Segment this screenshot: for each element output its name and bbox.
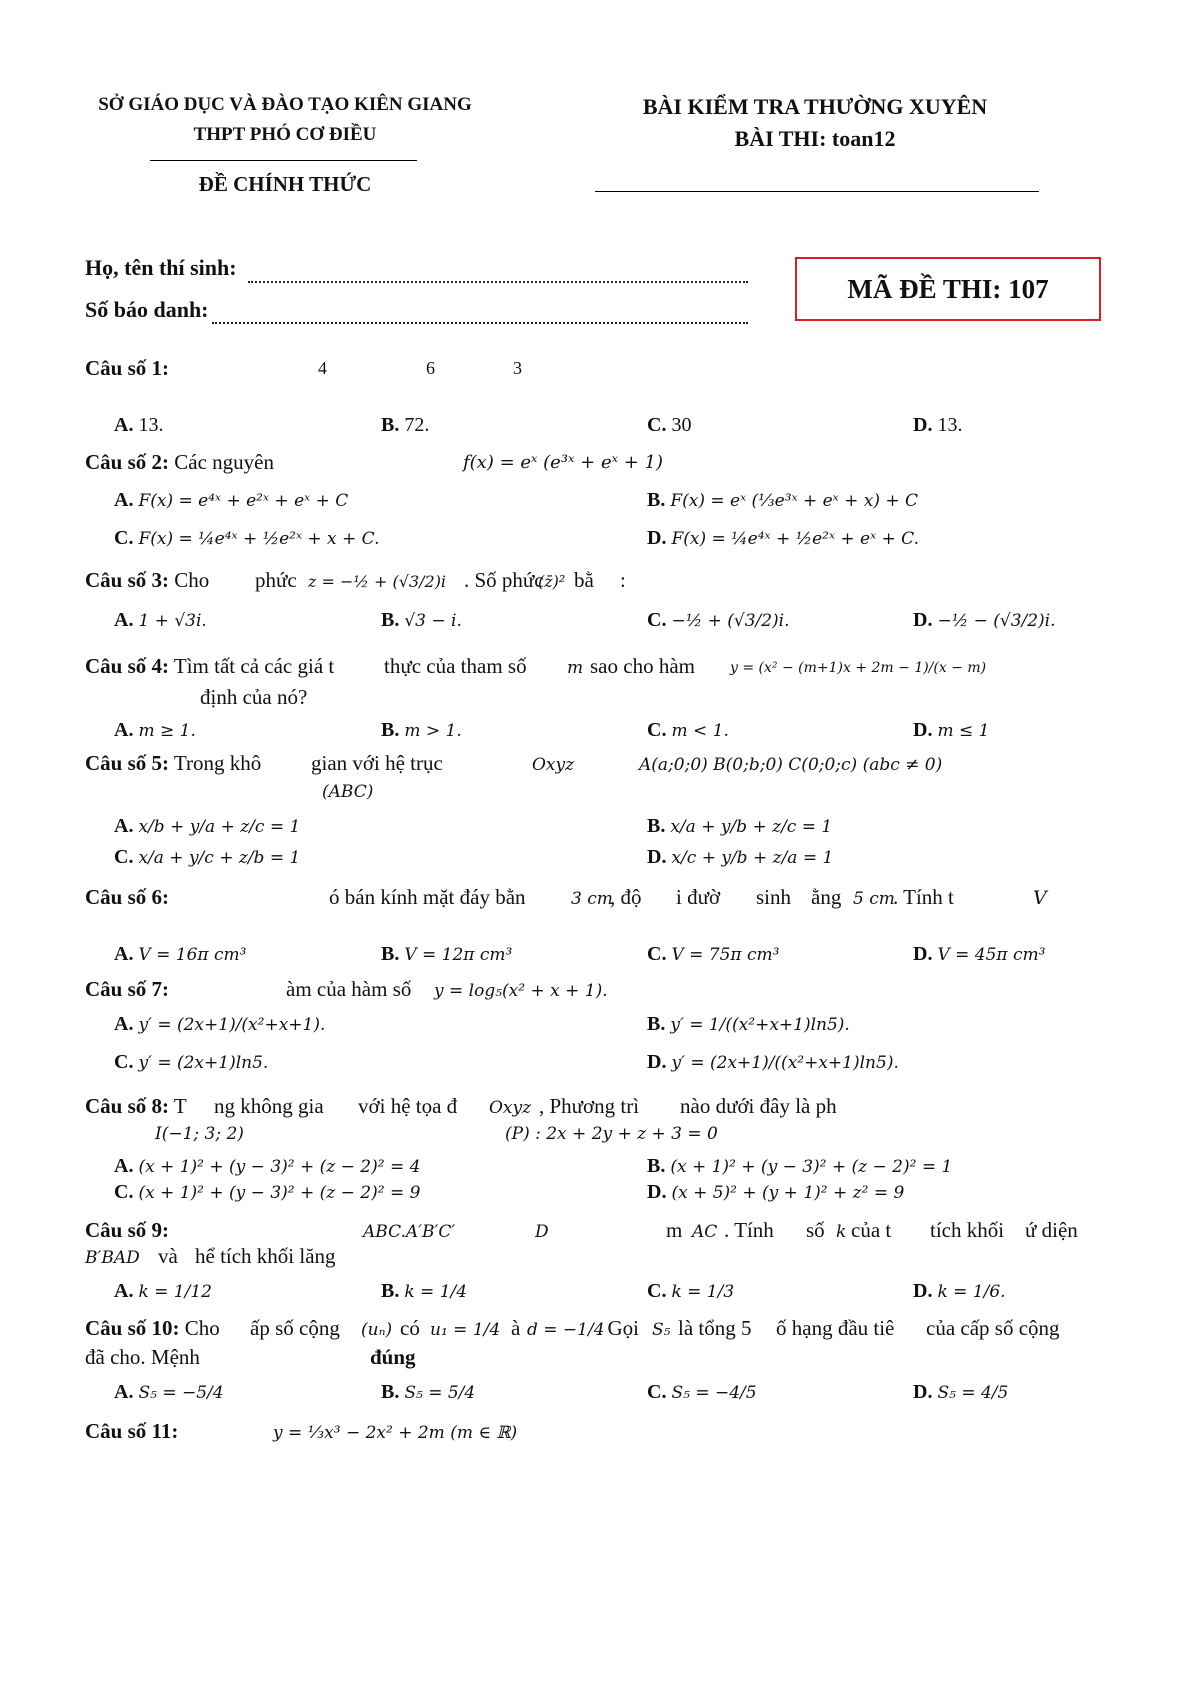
option-text: F(x) = ¼e⁴ˣ + ½e²ˣ + eˣ + C. (671, 529, 919, 549)
option-text: 1 + √3i. (138, 611, 207, 631)
question-6-math: 3 cm (571, 889, 613, 909)
q1-option-b[interactable] (381, 414, 429, 437)
option-text: V = 12π cm³ (404, 945, 513, 965)
option-letter: A. (114, 414, 134, 436)
question-2-math: f(x) = eˣ (e³ˣ + eˣ + 1) (463, 452, 663, 473)
question-9-label: Câu số 9: (85, 1218, 170, 1242)
q7-option-a[interactable] (114, 1013, 325, 1036)
option-text: y′ = 1/((x²+x+1)ln5). (670, 1015, 850, 1035)
question-9-var: AC (692, 1222, 718, 1242)
option-text: F(x) = ¼e⁴ˣ + ½e²ˣ + x + C. (138, 529, 380, 549)
option-text: m ≥ 1. (138, 721, 196, 741)
question-9-math: B′BAD (85, 1248, 140, 1268)
option-text: y′ = (2x+1)ln5. (138, 1053, 269, 1073)
option-text: k = 1/3 (671, 1282, 735, 1302)
question-6-text: . Tính t (893, 885, 954, 909)
q6-option-d[interactable] (913, 943, 1045, 966)
option-letter: C. (114, 1051, 134, 1073)
question-5-label: Câu số 5: (85, 751, 170, 775)
question-10-math: d = −1/4 (527, 1320, 605, 1340)
question-6-text: sinh (756, 885, 792, 909)
question-3-math: (z̄)² (538, 572, 566, 591)
option-text: k = 1/6. (937, 1282, 1006, 1302)
q5-option-c[interactable] (114, 846, 300, 869)
option-letter: B. (381, 719, 400, 741)
q2-option-d[interactable] (647, 527, 919, 550)
question-3-label: Câu số 3: (85, 568, 170, 592)
option-text: 13. (138, 414, 164, 436)
option-text: S₅ = −4/5 (671, 1383, 757, 1403)
exam-code: MÃ ĐỀ THI: 107 (847, 273, 1049, 304)
option-letter: A. (114, 815, 134, 837)
question-3-text: Cho (174, 568, 210, 592)
question-9-text: tích khối (930, 1218, 1005, 1242)
option-letter: D. (913, 943, 933, 965)
q3-option-c[interactable] (647, 609, 790, 632)
question-9-var: D (535, 1222, 549, 1242)
question-10-label: Câu số 10: (85, 1316, 180, 1340)
official-label: ĐỀ CHÍNH THỨC (198, 172, 372, 196)
question-9-text: hể tích khối lăng (195, 1244, 336, 1268)
question-1-fragment: 3 (513, 358, 522, 378)
question-2-stem (85, 450, 274, 475)
question-7-text: àm của hàm số (286, 977, 412, 1001)
question-4-var: m (567, 658, 584, 678)
q2-option-a[interactable] (114, 489, 348, 512)
option-text: x/a + y/b + z/c = 1 (670, 817, 833, 837)
question-10-text: của cấp số cộng (926, 1316, 1060, 1340)
question-9-text: . Tính (724, 1218, 774, 1242)
q4-option-b[interactable] (381, 719, 462, 742)
option-letter: D. (913, 1381, 933, 1403)
question-6-var: V (1033, 887, 1047, 909)
question-8-text: với hệ tọa đ (358, 1094, 458, 1118)
option-letter: A. (114, 1381, 134, 1403)
student-name-field[interactable] (248, 281, 748, 283)
question-8-math: (P) : 2x + 2y + z + 3 = 0 (505, 1124, 718, 1144)
question-2-label: Câu số 2: (85, 450, 170, 474)
question-6-text: i đườ (676, 885, 721, 909)
question-4-text: sao cho hàm (590, 654, 695, 678)
header-divider-left (150, 160, 417, 161)
q3-option-a[interactable] (114, 609, 207, 632)
option-text: m > 1. (404, 721, 462, 741)
question-6-text: ó bán kính mặt đáy bằn (329, 885, 526, 909)
option-letter: B. (647, 815, 666, 837)
question-1-label: Câu số 1: (85, 356, 170, 380)
question-10-text: ố hạng đầu tiê (776, 1316, 895, 1340)
q9-option-d[interactable] (913, 1280, 1006, 1303)
q9-option-a[interactable] (114, 1280, 212, 1303)
option-text: (x + 1)² + (y − 3)² + (z − 2)² = 4 (138, 1157, 421, 1177)
question-10-math: (uₙ) (361, 1320, 393, 1340)
option-text: (x + 1)² + (y − 3)² + (z − 2)² = 9 (138, 1183, 421, 1203)
question-4-math: y = (x² − (m+1)x + 2m − 1)/(x − m) (730, 660, 987, 676)
option-text: (x + 5)² + (y + 1)² + z² = 9 (671, 1183, 905, 1203)
question-3-text: . Số phức (464, 568, 544, 592)
question-11-math: y = ⅓x³ − 2x² + 2m (m ∈ ℝ) (273, 1423, 518, 1443)
option-letter: A. (114, 1013, 134, 1035)
option-text: 72. (404, 414, 430, 436)
question-4-label: Câu số 4: (85, 654, 170, 678)
question-8-label: Câu số 8: (85, 1094, 170, 1118)
option-letter: C. (647, 414, 667, 436)
question-3-math: z = −½ + (√3/2)i (308, 572, 447, 591)
question-8-text: T (173, 1094, 187, 1118)
q1-option-c[interactable] (647, 414, 691, 437)
option-text: x/b + y/a + z/c = 1 (138, 817, 301, 837)
option-letter: D. (913, 1280, 933, 1302)
option-letter: A. (114, 1155, 134, 1177)
question-10-text: là tổng 5 (678, 1316, 752, 1340)
q8-option-b[interactable] (647, 1155, 952, 1178)
question-4-line2: định của nó? (200, 685, 308, 709)
question-8-text: nào dưới đây là ph (680, 1094, 837, 1118)
question-8-text: ng không gia (214, 1094, 324, 1118)
question-7-label: Câu số 7: (85, 977, 170, 1001)
exam-title: BÀI KIỂM TRA THƯỜNG XUYÊN (642, 94, 988, 119)
question-6-label: Câu số 6: (85, 885, 170, 909)
exam-subject: BÀI THI: toan12 (734, 126, 896, 151)
option-letter: B. (647, 1013, 666, 1035)
option-letter: B. (647, 489, 666, 511)
student-id-field[interactable] (212, 322, 748, 324)
question-8-stem (85, 1094, 187, 1119)
q10-option-c[interactable] (647, 1381, 757, 1404)
option-letter: A. (114, 719, 134, 741)
question-10-emphasis: đúng (370, 1345, 416, 1369)
q7-option-c[interactable] (114, 1051, 268, 1074)
option-text: V = 45π cm³ (937, 945, 1046, 965)
question-4-stem (85, 654, 334, 679)
question-3-text: bằ (574, 568, 594, 592)
option-letter: D. (647, 1181, 667, 1203)
question-9-text: số (806, 1218, 825, 1242)
q5-option-a[interactable] (114, 815, 300, 838)
option-letter: B. (381, 1381, 400, 1403)
header-divider-right (595, 191, 1039, 192)
q7-option-d[interactable] (647, 1051, 899, 1074)
option-letter: D. (647, 846, 667, 868)
option-letter: A. (114, 489, 134, 511)
q9-option-b[interactable] (381, 1280, 467, 1303)
option-text: (x + 1)² + (y − 3)² + (z − 2)² = 1 (670, 1157, 953, 1177)
option-letter: B. (647, 1155, 666, 1177)
option-letter: D. (913, 609, 933, 631)
question-11-label: Câu số 11: (85, 1419, 179, 1443)
exam-code-box (795, 257, 1101, 321)
option-text: V = 75π cm³ (671, 945, 780, 965)
question-10-stem (85, 1316, 220, 1341)
option-text: m ≤ 1 (937, 721, 990, 741)
option-text: y′ = (2x+1)/((x²+x+1)ln5). (671, 1053, 899, 1073)
question-1-fragment: 4 (318, 358, 327, 378)
q7-option-b[interactable] (647, 1013, 850, 1036)
q5-option-d[interactable] (647, 846, 833, 869)
question-6-text: , độ (610, 885, 642, 909)
question-10-text: . Gọi (597, 1316, 639, 1340)
question-10-text: Cho (184, 1316, 220, 1340)
option-letter: C. (114, 1181, 134, 1203)
question-10-text: ấp số cộng (250, 1316, 340, 1340)
question-9-math: ABC.A′B′C′ (363, 1222, 456, 1242)
option-letter: B. (381, 943, 400, 965)
student-name-label: Họ, tên thí sinh: (85, 255, 237, 280)
option-letter: C. (114, 846, 134, 868)
option-letter: A. (114, 609, 134, 631)
question-3-text: : (620, 568, 626, 592)
q6-option-a[interactable] (114, 943, 246, 966)
option-letter: C. (114, 527, 134, 549)
q8-option-a[interactable] (114, 1155, 420, 1178)
option-text: √3 − i. (404, 611, 462, 631)
question-8-math: Oxyz (489, 1098, 532, 1118)
question-8-text: , Phương trì (539, 1094, 640, 1118)
option-letter: D. (913, 414, 933, 436)
q10-option-b[interactable] (381, 1381, 475, 1404)
question-5-line2: (ABC) (322, 782, 374, 802)
option-text: k = 1/12 (138, 1282, 212, 1302)
question-5-points: A(a;0;0) B(0;b;0) C(0;0;c) (abc ≠ 0) (639, 755, 943, 775)
option-letter: A. (114, 943, 134, 965)
q8-option-d[interactable] (647, 1181, 904, 1204)
question-9-text: và (158, 1244, 178, 1268)
question-9-text: m (666, 1218, 683, 1242)
question-10-text: có (400, 1316, 420, 1340)
option-letter: B. (381, 414, 400, 436)
q2-option-c[interactable] (114, 527, 379, 550)
question-9-var: k (836, 1222, 847, 1242)
q4-option-c[interactable] (647, 719, 729, 742)
option-letter: C. (647, 1280, 667, 1302)
question-2-text: Các nguyên (174, 450, 274, 474)
question-4-text: Tìm tất cả các giá t (173, 654, 335, 678)
question-10-math: S₅ (652, 1320, 671, 1340)
option-text: −½ + (√3/2)i. (671, 611, 790, 631)
q8-option-c[interactable] (114, 1181, 420, 1204)
option-text: S₅ = −5/4 (138, 1383, 224, 1403)
question-6-math: 5 cm (853, 889, 895, 909)
q5-option-b[interactable] (647, 815, 832, 838)
option-letter: D. (647, 1051, 667, 1073)
option-letter: A. (114, 1280, 134, 1302)
q3-option-d[interactable] (913, 609, 1056, 632)
option-letter: B. (381, 1280, 400, 1302)
option-text: 30 (671, 414, 692, 436)
option-text: S₅ = 5/4 (404, 1383, 476, 1403)
student-id-label: Số báo danh: (85, 297, 209, 322)
option-letter: C. (647, 609, 667, 631)
q10-option-a[interactable] (114, 1381, 224, 1404)
q1-option-a[interactable] (114, 414, 163, 437)
option-text: 13. (937, 414, 963, 436)
school-name: THPT PHÓ CƠ ĐIỀU (193, 124, 377, 145)
option-letter: B. (381, 609, 400, 631)
option-text: y′ = (2x+1)/(x²+x+1). (138, 1015, 326, 1035)
question-10-math: u₁ = 1/4 (430, 1320, 501, 1340)
question-9-text: ứ diện (1025, 1218, 1078, 1242)
q4-option-d[interactable] (913, 719, 989, 742)
question-5-stem (85, 751, 261, 776)
option-text: S₅ = 4/5 (937, 1383, 1009, 1403)
option-letter: D. (913, 719, 933, 741)
option-letter: C. (647, 1381, 667, 1403)
question-3-text: phức (255, 568, 297, 592)
department-name: SỞ GIÁO DỤC VÀ ĐÀO TẠO KIÊN GIANG (98, 94, 472, 115)
question-3-stem (85, 568, 209, 593)
q3-option-b[interactable] (381, 609, 462, 632)
option-text: k = 1/4 (404, 1282, 468, 1302)
question-10-text: à (511, 1316, 521, 1340)
question-1-fragment: 6 (426, 358, 435, 378)
option-text: x/c + y/b + z/a = 1 (671, 848, 834, 868)
q2-option-b[interactable] (647, 489, 918, 512)
question-8-math: I(−1; 3; 2) (155, 1124, 244, 1144)
q10-option-d[interactable] (913, 1381, 1008, 1404)
option-letter: C. (647, 943, 667, 965)
q6-option-c[interactable] (647, 943, 779, 966)
question-6-text: ằng (811, 885, 842, 909)
question-5-text: gian với hệ trục (311, 751, 443, 775)
question-7-math: y = log₅(x² + x + 1). (434, 981, 608, 1001)
q1-option-d[interactable] (913, 414, 962, 437)
q9-option-c[interactable] (647, 1280, 734, 1303)
q6-option-b[interactable] (381, 943, 512, 966)
question-4-text: thực của tham số (384, 654, 527, 678)
question-10-line2: đã cho. Mệnh (85, 1345, 200, 1369)
question-5-text: Trong khô (173, 751, 262, 775)
question-5-math: Oxyz (532, 755, 575, 775)
option-text: F(x) = e⁴ˣ + e²ˣ + eˣ + C (138, 491, 349, 511)
option-letter: C. (647, 719, 667, 741)
option-text: F(x) = eˣ (⅓e³ˣ + eˣ + x) + C (670, 491, 919, 511)
option-text: V = 16π cm³ (138, 945, 247, 965)
q4-option-a[interactable] (114, 719, 196, 742)
option-text: m < 1. (671, 721, 729, 741)
option-letter: D. (647, 527, 667, 549)
option-text: −½ − (√3/2)i. (937, 611, 1056, 631)
question-9-text: của t (851, 1218, 892, 1242)
option-text: x/a + y/c + z/b = 1 (138, 848, 301, 868)
